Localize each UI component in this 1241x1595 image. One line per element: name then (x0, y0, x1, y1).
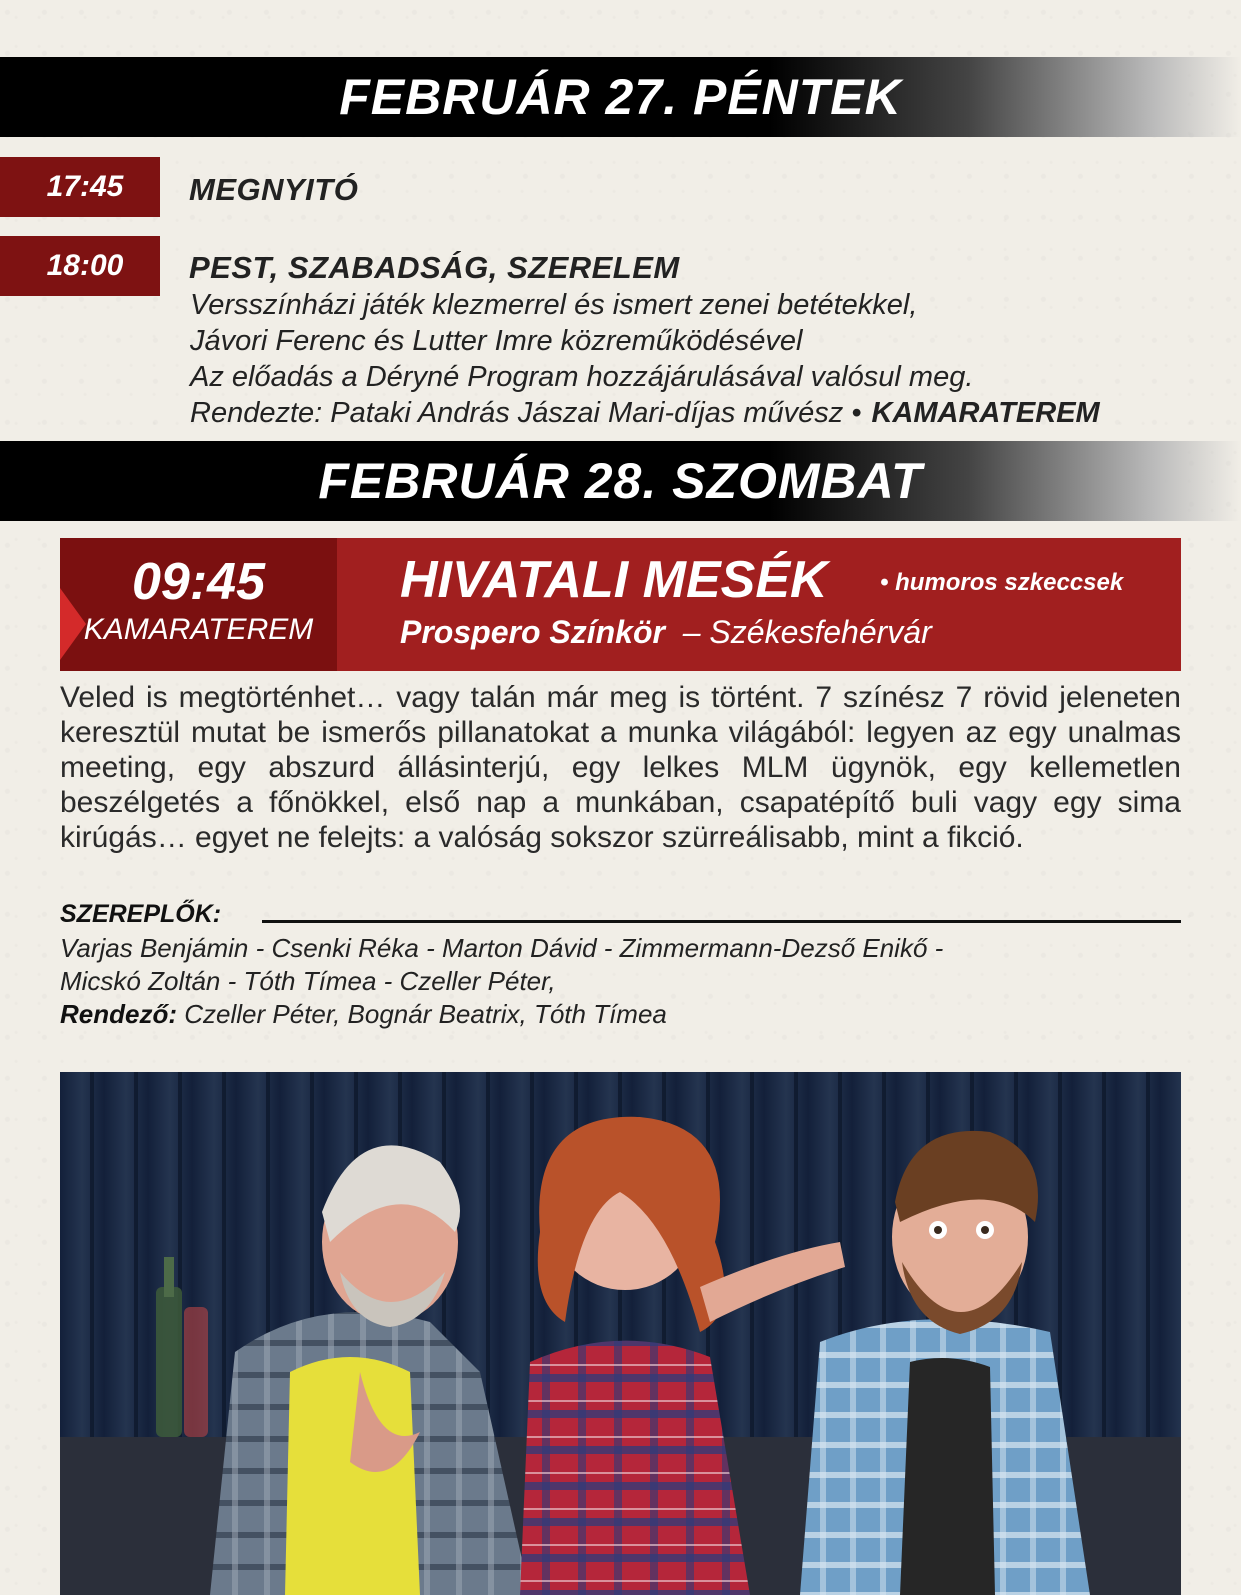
bullet-separator: • (851, 397, 862, 429)
event-desc-line: Az előadás a Déryné Program hozzájárulásával valósul meg. (190, 361, 974, 393)
hero-time: 09:45 (132, 553, 265, 611)
day-header-feb27 (0, 57, 1241, 137)
day-title: FEBRUÁR 27. PÉNTEK (339, 69, 902, 125)
event-desc-line: Versszínházi játék klezmerrel és ismert zenei betétekkel, (190, 289, 918, 321)
director-names: Czeller Péter, Bognár Beatrix, Tóth Tímea (184, 999, 667, 1029)
director-label: Rendező: (60, 999, 177, 1029)
company-name: Prospero Színkör (400, 614, 665, 650)
event-desc-line: Jávori Ferenc és Lutter Imre közreműködésével (190, 325, 803, 357)
event-title-pest: PEST, SZABADSÁG, SZERELEM (189, 250, 680, 285)
hero-time-box (60, 538, 337, 671)
day-title: FEBRUÁR 28. SZOMBAT (318, 453, 923, 509)
event-title-megnyito: MEGNYITÓ (189, 172, 359, 207)
day-header-feb28 (0, 441, 1241, 521)
venue-text: KAMARATEREM (871, 397, 1100, 429)
company-city: – Székesfehérvár (682, 614, 932, 650)
time-box-1745: 17:45 (0, 157, 160, 217)
director-line (60, 999, 667, 1030)
event-description: Veled is megtörténhet… vagy talán már meg is történt. 7 színész 7 rövid jeleneten keresztül mutat be ismerős pillanatokat a munka világából: legyen az egy unalmas meeting, egy abszurd állásinterjú, egy lelkes MLM ügynök, egy kellemetlen beszélgetés a főnökkel, első nap a munkában, csapatépítő buli vagy egy sima kirúgás… egyet ne felejts: a valóság sokszor szürreálisabb, mint a fikció. (60, 681, 1181, 854)
director-text: Rendezte: Pataki András Jászai Mari-díjas művész (190, 397, 844, 429)
event-director-line (190, 397, 1100, 430)
hero-title: HIVATALI MESÉK (400, 551, 828, 609)
hero-venue: KAMARATEREM (83, 613, 314, 646)
performers-photo-illustration (60, 1072, 1181, 1595)
cast-line: Varjas Benjámin - Csenki Réka - Marton Dávid - Zimmermann-Dezső Enikő - (60, 933, 944, 963)
event-hero-banner (60, 538, 1181, 671)
cast-divider (262, 920, 1181, 923)
hero-subtitle-text: humoros szkeccsek (895, 569, 1124, 596)
hero-subtitle: • humoros szkeccsek (880, 569, 1124, 596)
cast-label: SZEREPLŐK: (60, 900, 222, 928)
hero-company (400, 612, 932, 652)
time-box-1800: 18:00 (0, 236, 160, 296)
cast-line: Micskó Zoltán - Tóth Tímea - Czeller Péter, (60, 966, 556, 996)
event-photo (60, 1072, 1181, 1595)
